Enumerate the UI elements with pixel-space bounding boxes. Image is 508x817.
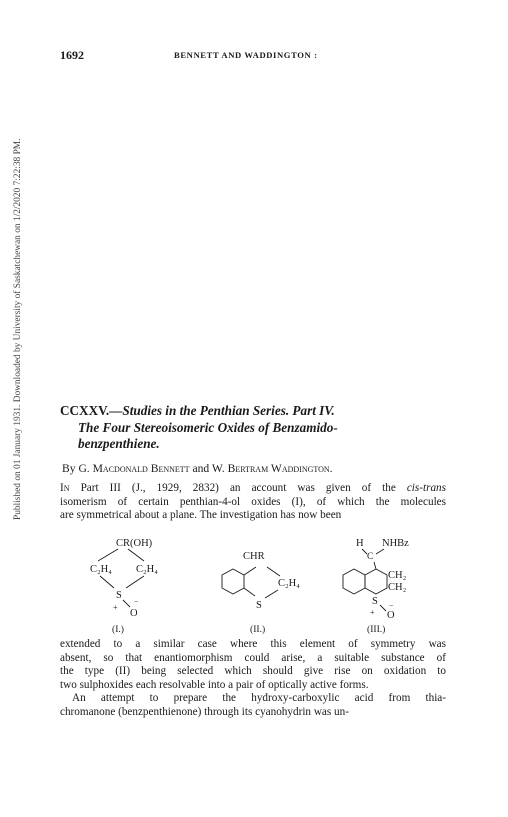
formula-II-bond <box>265 590 278 598</box>
formula-I-minus-charge: − <box>134 597 139 606</box>
author-1-initial: G. <box>78 462 90 475</box>
formula-III-minus-charge: − <box>389 601 394 610</box>
formula-II-sulfur: S <box>256 600 262 611</box>
formula-III-ch2-upper: CH₂ <box>388 570 407 581</box>
formula-III-nhbz: NHBz <box>382 538 409 549</box>
intro-line-2: isomerism of certain penthian-4-ol oxides (I), of which the molecules <box>60 495 446 508</box>
formula-I <box>90 538 158 635</box>
formula-I-bond <box>123 600 130 607</box>
continuation-line-6: chromanone (benzpenthienone) through its cyanohydrin was un- <box>60 705 349 718</box>
formula-II-top-group: CHR <box>243 551 265 562</box>
cis-trans-term: cis-trans <box>406 482 446 494</box>
title-line-1 <box>60 403 335 418</box>
formula-III-plus-charge: + <box>370 608 375 617</box>
structural-formulas <box>60 536 450 641</box>
title-line-3: benzpenthiene. <box>78 436 160 451</box>
formula-III-hydrogen: H <box>356 538 364 549</box>
formula-III <box>343 538 409 635</box>
title-dash: — <box>109 403 123 418</box>
formula-I-bond <box>100 576 114 588</box>
title-line-1-text: Studies in the Penthian Series. Part IV. <box>122 403 335 418</box>
author-2-name: Bertram Waddington. <box>227 462 333 475</box>
article-title <box>60 403 460 453</box>
formula-I-left-group: C₂H₄ <box>90 564 112 575</box>
byline <box>62 462 333 475</box>
intro-line-1-text: Part III (J., 1929, 2832) an account was given of the <box>69 482 407 494</box>
formula-II-bond <box>244 567 256 575</box>
page-number: 1692 <box>60 48 84 62</box>
article-number: CCXXV. <box>60 403 110 418</box>
formula-II-benzene-ring <box>222 569 244 594</box>
formula-II-label: (II.) <box>250 624 266 635</box>
continuation-line-4: two sulphoxides each resolvable into a pair of optically active forms. <box>60 678 369 691</box>
formula-II-bond <box>244 588 255 596</box>
formula-I-right-group: C₂H₄ <box>136 564 158 575</box>
intro-paragraph <box>60 482 446 523</box>
formula-I-top-group: CR(OH) <box>116 538 153 549</box>
formula-II-right-group: C₂H₄ <box>278 578 300 589</box>
formula-III-ch2-lower: CH₂ <box>388 582 407 593</box>
formula-I-bond <box>128 549 144 561</box>
formula-II <box>222 551 300 635</box>
formula-I-sulfur: S <box>116 590 122 601</box>
formula-I-plus-charge: + <box>113 603 118 612</box>
intro-line-3: are symmetrical about a plane. The investigation has now been <box>60 509 342 522</box>
formula-I-bond <box>126 576 144 588</box>
running-head: BENNETT AND WADDINGTON : <box>174 50 318 60</box>
download-watermark <box>1 76 23 536</box>
formula-III-bond <box>374 562 376 569</box>
formula-III-carbon: C <box>367 552 374 562</box>
author-2-initial: W. <box>211 462 225 475</box>
continuation-line-5: An attempt to prepare the hydroxy-carboxylic acid from thia- <box>72 692 446 705</box>
formula-III-oxygen: O <box>387 610 395 621</box>
continuation-line-2: absent, so that enantiomorphism could arise, a suitable substance of <box>60 651 446 664</box>
byline-and: and <box>192 462 210 475</box>
formula-I-oxygen: O <box>130 608 138 619</box>
formula-III-label: (III.) <box>367 624 386 635</box>
byline-by: By <box>62 462 76 475</box>
formula-III-thia-ring <box>365 569 387 594</box>
continuation-line-3: the type (II) being selected which should give rise on oxidation to <box>60 665 446 678</box>
formula-III-sulfur: S <box>372 596 378 607</box>
formula-III-benzene-ring <box>343 569 365 594</box>
intro-line-1 <box>60 482 446 496</box>
download-watermark-text: Published on 01 January 1931. Downloaded by University of Saskatchewan on 1/2/2020 7:22:38 PM. <box>13 138 23 520</box>
author-1-name: Macdonald Bennett <box>92 462 190 475</box>
formula-III-bond <box>376 549 384 554</box>
formula-I-bond <box>98 549 118 561</box>
formula-III-bond <box>380 605 386 611</box>
continuation-paragraph <box>60 638 446 720</box>
formula-diagram <box>60 536 450 636</box>
title-line-2: The Four Stereoisomeric Oxides of Benzamido- <box>78 419 338 435</box>
intro-lead-word: In <box>60 482 70 494</box>
continuation-line-1: extended to a similar case where this element of symmetry was <box>60 638 446 650</box>
formula-I-label: (I.) <box>112 624 124 635</box>
formula-II-bond <box>267 567 280 576</box>
